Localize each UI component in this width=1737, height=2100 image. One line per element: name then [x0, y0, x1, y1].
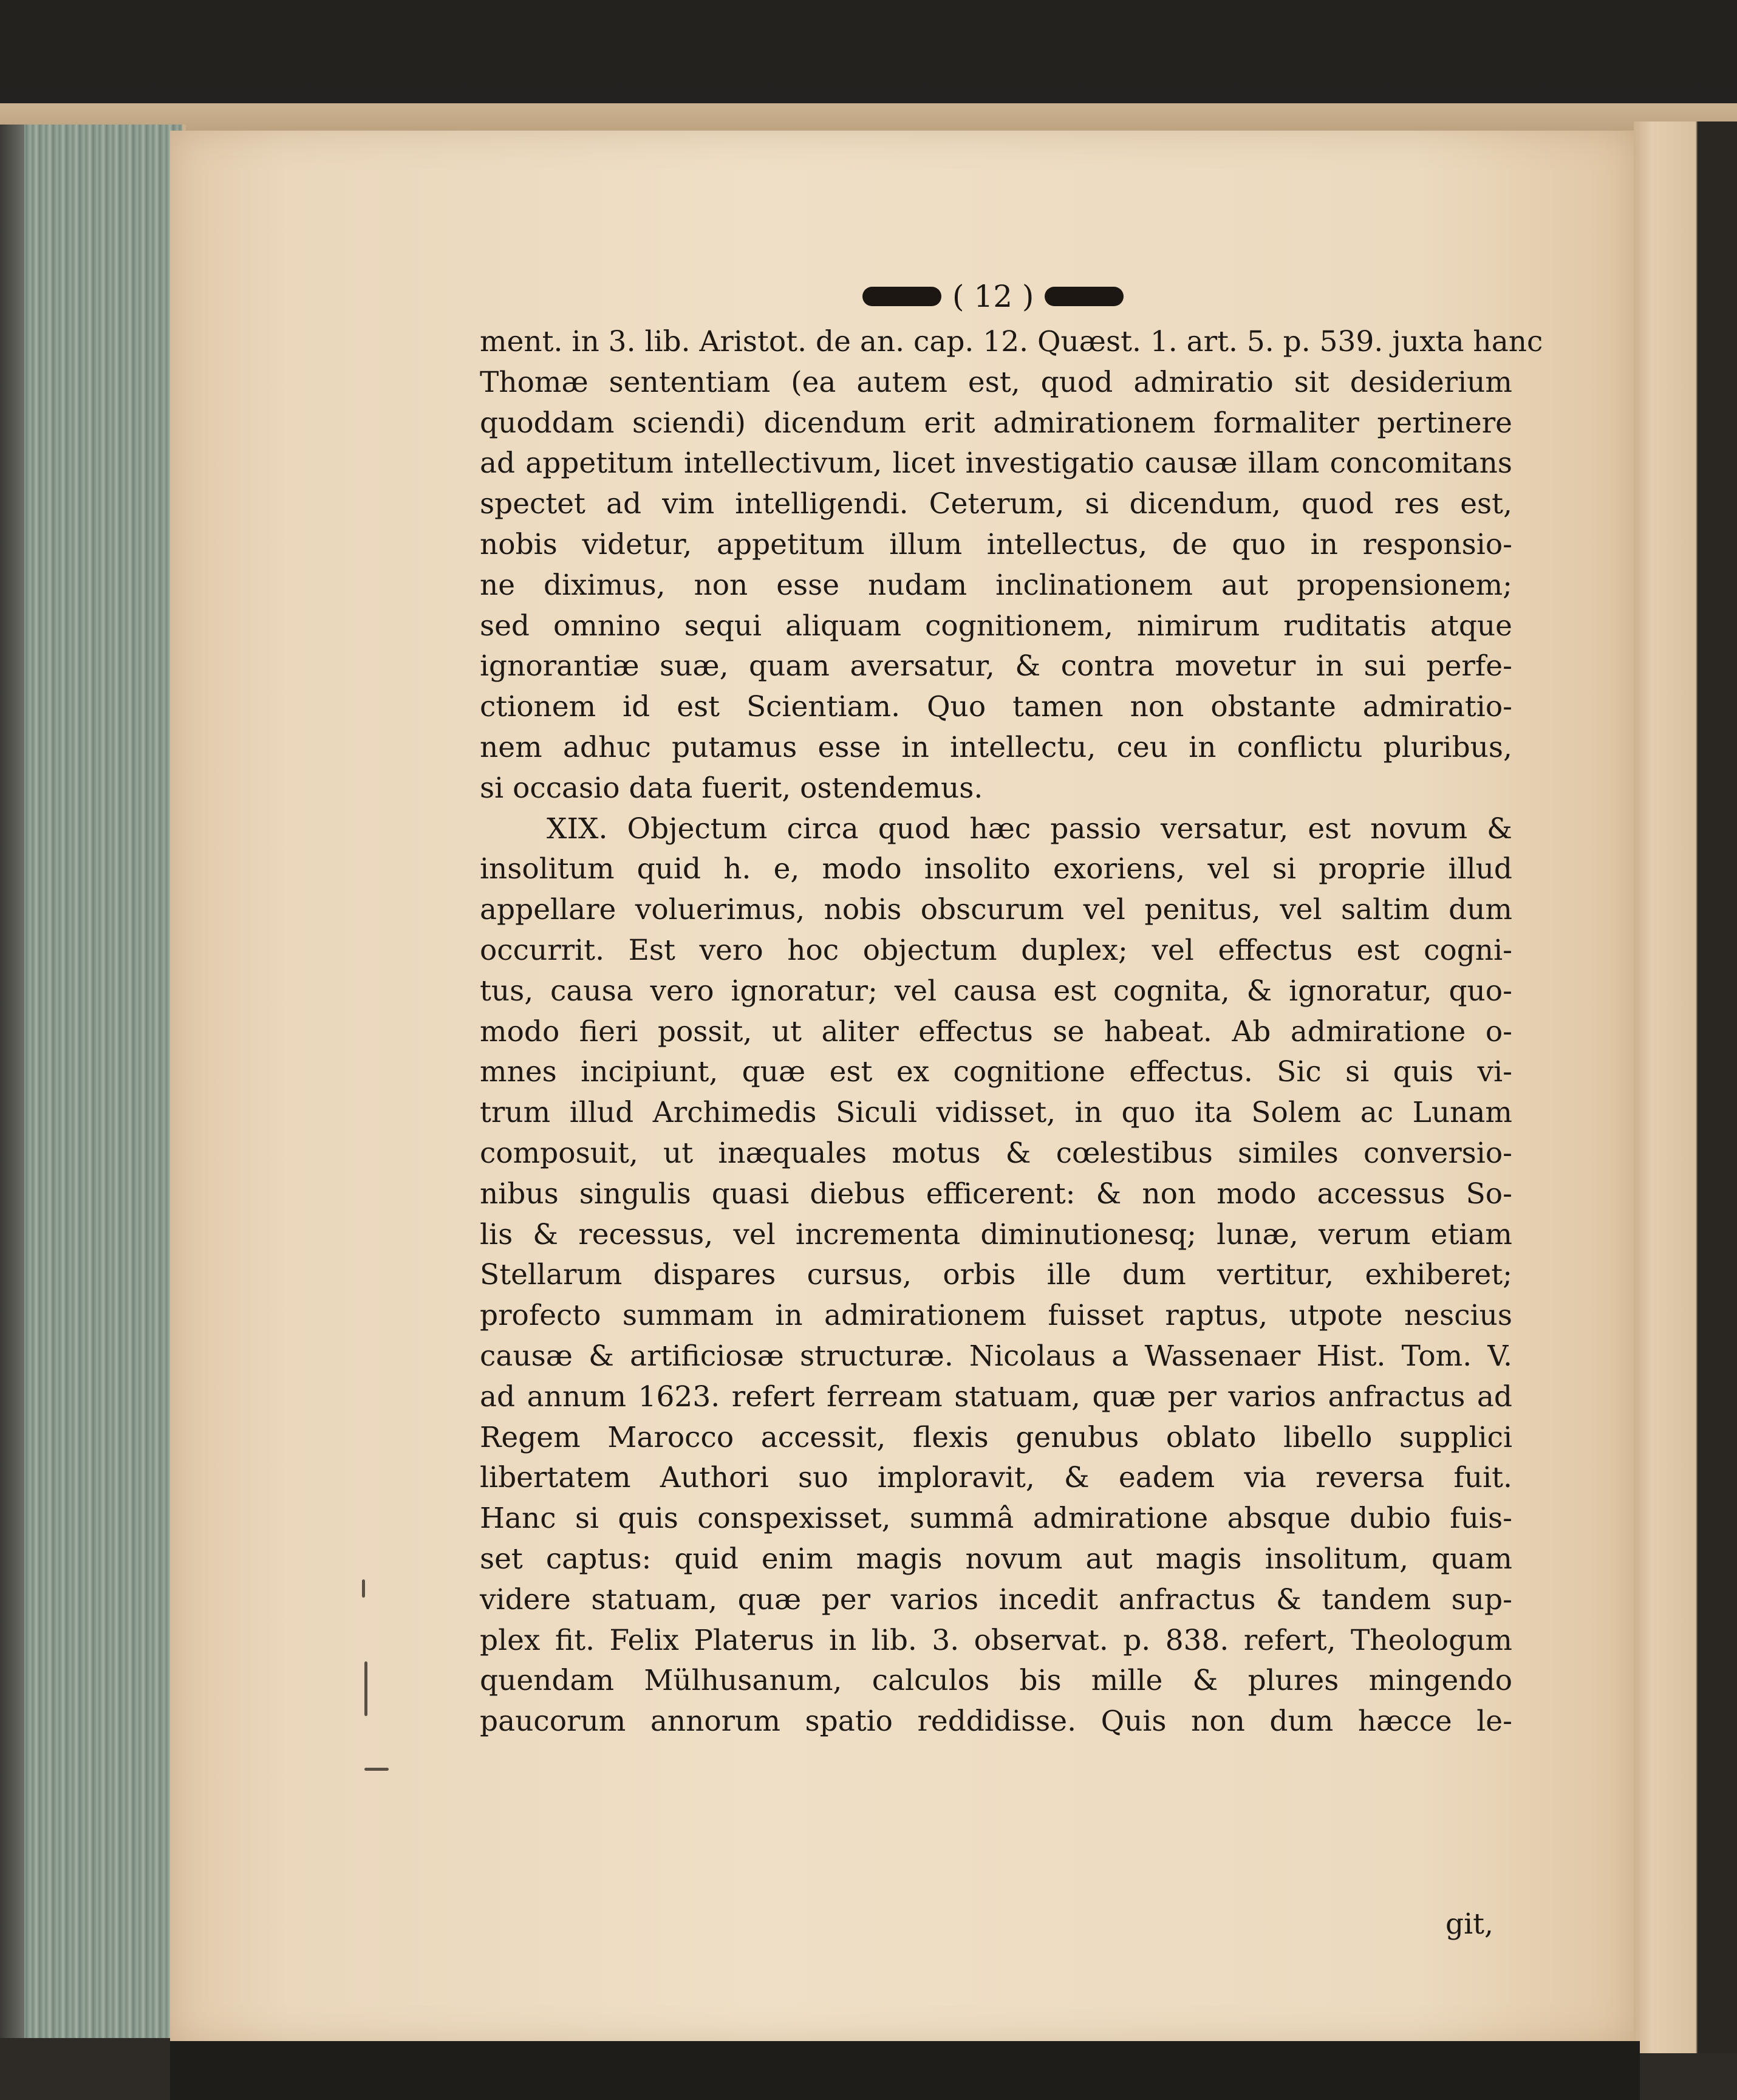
ink-mark: [362, 1579, 365, 1598]
ornament-right-icon: [1045, 287, 1124, 306]
text-line: ad annum 1623. refert ferream statuam, quæ per varios anfractus ad: [480, 1380, 1512, 1414]
text-line: Regem Marocco accessit, flexis genubus oblato libello supplici: [480, 1420, 1512, 1454]
text-line: si occasio data fuerit, ostendemus.: [480, 771, 983, 805]
text-line: XIX. Objectum circa quod hæc passio versatur, est novum &: [547, 812, 1512, 846]
text-line: nem adhuc putamus esse in intellectu, ceu in conflictu pluribus,: [480, 730, 1512, 764]
text-line: trum illud Archimedis Siculi vidisset, in quo ita Solem ac Lunam: [480, 1096, 1512, 1130]
text-line: quoddam sciendi) dicendum erit admirationem formaliter pertinere: [480, 406, 1512, 440]
text-line: Thomæ sententiam (ea autem est, quod admiratio sit desiderium: [480, 365, 1512, 399]
text-line: mnes incipiunt, quæ est ex cognitione effectus. Sic si quis vi-: [480, 1055, 1512, 1089]
text-line: appellare voluerimus, nobis obscurum vel penitus, vel saltim dum: [480, 893, 1512, 927]
text-line: spectet ad vim intelligendi. Ceterum, si dicendum, quod res est,: [480, 487, 1512, 521]
text-line: insolitum quid h. e, modo insolito exoriens, vel si proprie illud: [480, 852, 1512, 886]
text-line: ne diximus, non esse nudam inclinationem aut propensionem;: [480, 568, 1512, 602]
page-bottom-shadow: [170, 2041, 1640, 2100]
text-line: composuit, ut inæquales motus & cœlestibus similes conversio-: [480, 1136, 1512, 1170]
text-line: nibus singulis quasi diebus efficerent: & non modo accessus So-: [480, 1177, 1512, 1211]
text-line: quendam Mülhusanum, calculos bis mille & plures mingendo: [480, 1664, 1512, 1698]
text-line: occurrit. Est vero hoc objectum duplex; vel effectus est cogni-: [480, 933, 1512, 967]
text-line: ment. in 3. lib. Aristot. de an. cap. 12. Quæst. 1. art. 5. p. 539. juxta hanc: [480, 325, 1543, 358]
text-line: profecto summam in admirationem fuisset raptus, utpote nescius: [480, 1299, 1512, 1333]
text-line: sed omnino sequi aliquam cognitionem, nimirum ruditatis atque: [480, 609, 1512, 643]
text-line: ad appetitum intellectivum, licet investigatio causæ illam concomitans: [480, 446, 1512, 481]
text-line: ctionem id est Scientiam. Quo tamen non obstante admiratio-: [480, 690, 1512, 724]
page-stack-right: [1634, 121, 1737, 2053]
text-line: plex fit. Felix Platerus in lib. 3. observat. p. 838. refert, Theologum: [480, 1623, 1512, 1657]
text-line: ignorantiæ suæ, quam aversatur, & contra movetur in sui perfe-: [480, 649, 1512, 683]
ink-mark: [364, 1768, 389, 1771]
text-line: Stellarum dispares cursus, orbis ille dum vertitur, exhiberet;: [480, 1258, 1512, 1292]
text-line: modo fieri possit, ut aliter effectus se habeat. Ab admiratione o-: [480, 1014, 1512, 1048]
text-line: set captus: quid enim magis novum aut magis insolitum, quam: [480, 1542, 1512, 1576]
text-line: videre statuam, quæ per varios incedit anfractus & tandem sup-: [480, 1582, 1512, 1616]
text-line: libertatem Authori suo imploravit, & eadem via reversa fuit.: [480, 1461, 1512, 1495]
catchword: git,: [1445, 1907, 1493, 1941]
text-line: causæ & artificiosæ structuræ. Nicolaus a Wassenaer Hist. Tom. V.: [480, 1339, 1512, 1373]
page-body-text: [480, 322, 1543, 1742]
ornament-left-icon: [862, 287, 941, 306]
text-line: Hanc si quis conspexisset, summâ admiratione absque dubio fuis-: [480, 1502, 1512, 1536]
text-line: paucorum annorum spatio reddidisse. Quis non dum hæcce le-: [480, 1705, 1512, 1739]
text-line: lis & recessus, vel incrementa diminutionesq; lunæ, verum etiam: [480, 1217, 1512, 1251]
ink-mark: [364, 1661, 367, 1716]
page-stack-edge: [0, 125, 24, 2038]
page-stack-left: [0, 125, 186, 2038]
page-number: ( 12 ): [952, 279, 1034, 314]
text-line: nobis videtur, appetitum illum intellectus, de quo in responsio-: [480, 527, 1512, 561]
text-line: tus, causa vero ignoratur; vel causa est cognita, & ignoratur, quo-: [480, 974, 1512, 1008]
page-header: [862, 275, 1124, 318]
